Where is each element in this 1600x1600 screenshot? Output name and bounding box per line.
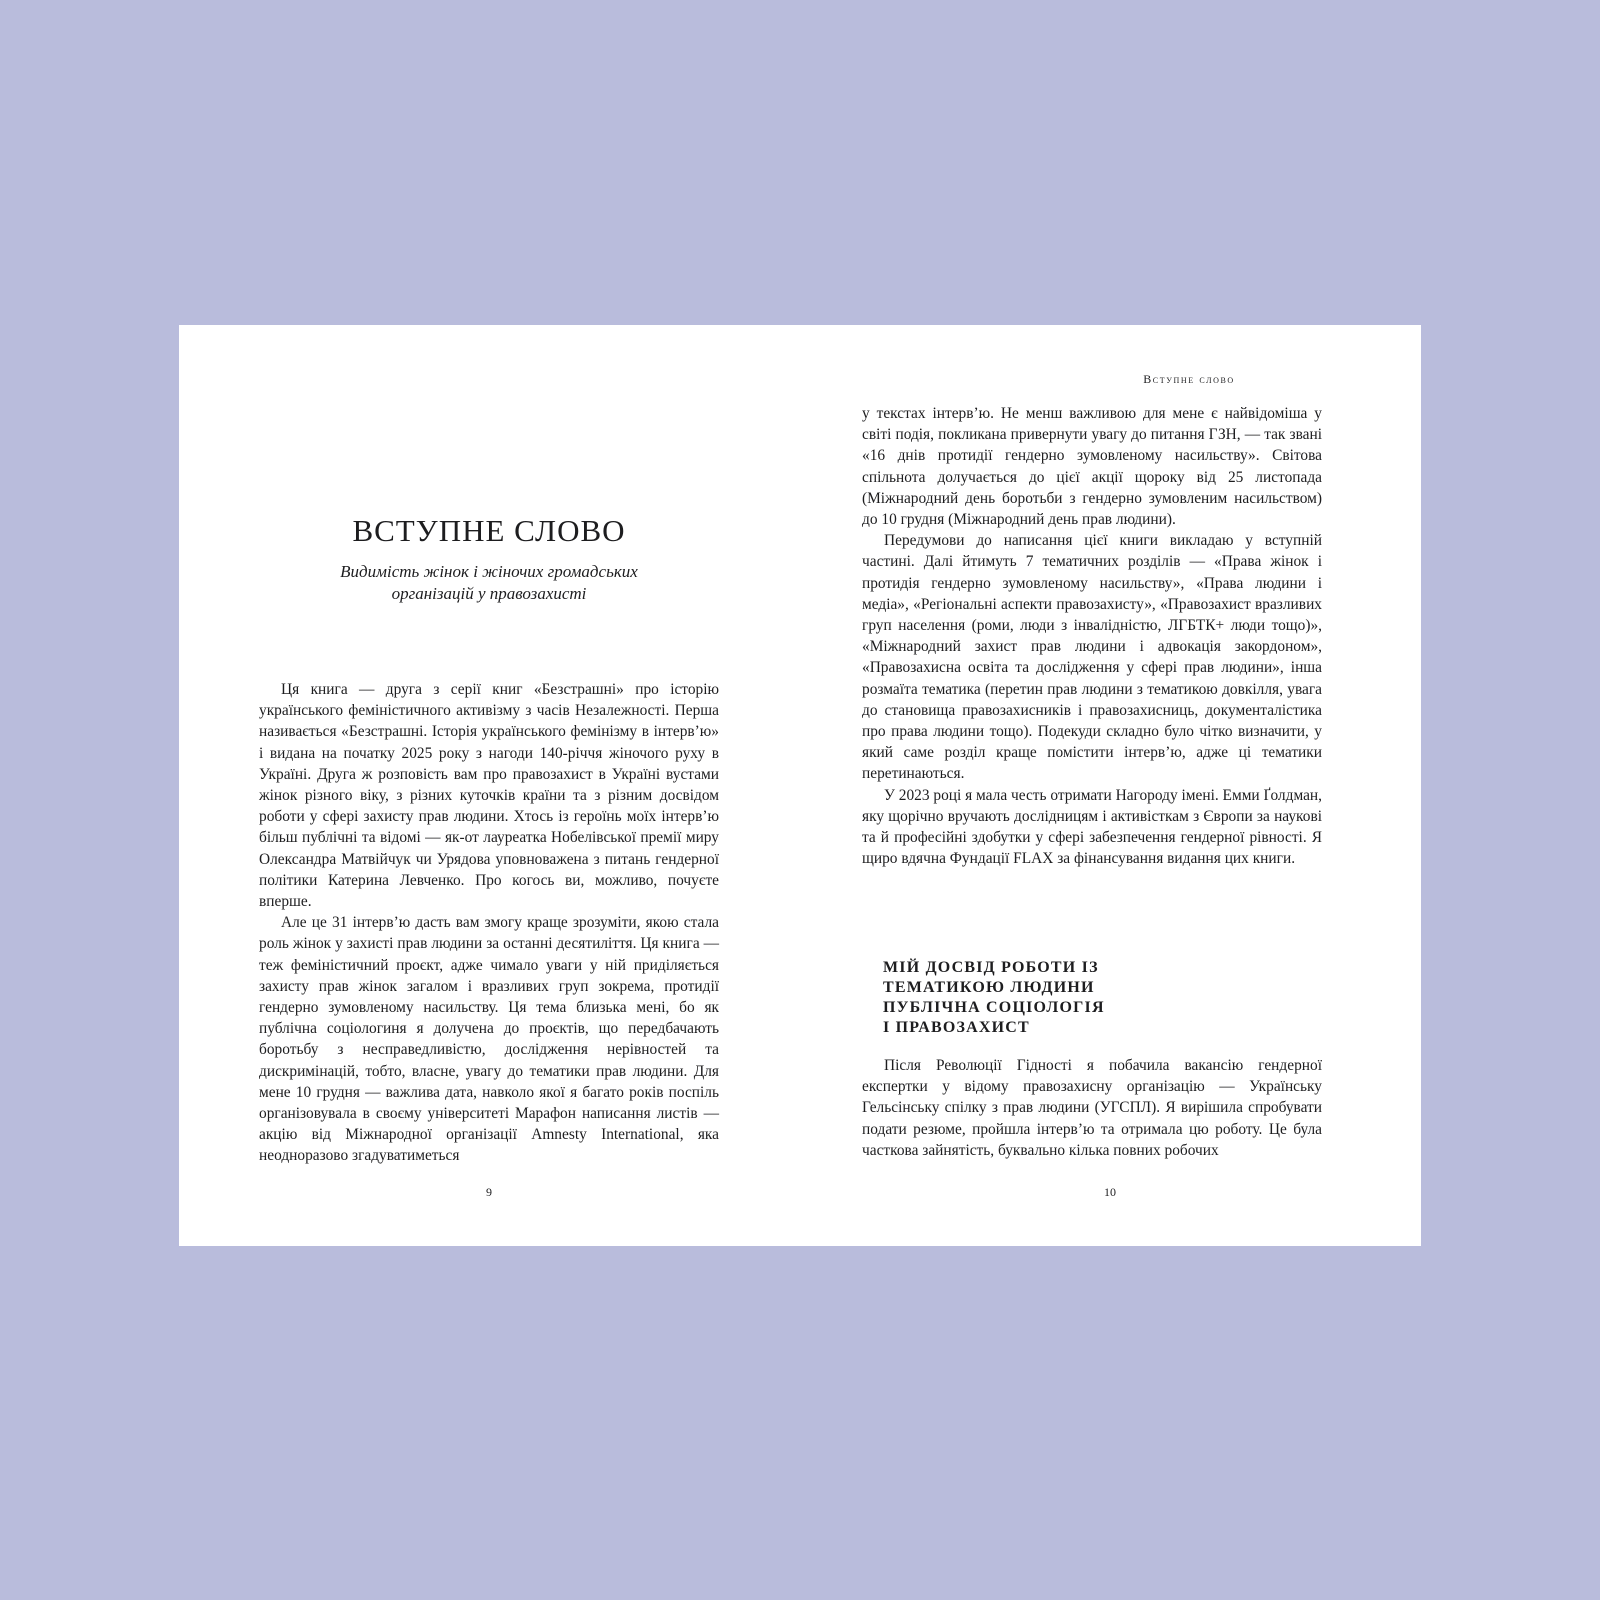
subtitle-line-1: Видимість жінок і жіночих громадських [340, 562, 638, 581]
chapter-subtitle [289, 561, 689, 605]
heading-line-3: ПУБЛІЧНА СОЦІОЛОГІЯ [883, 999, 1105, 1016]
right-body-text [862, 403, 1322, 869]
heading-line-2: ТЕМАТИКОЮ ЛЮДИНИ [883, 979, 1095, 996]
section-heading [883, 958, 1183, 1038]
chapter-title: ВСТУПНЕ СЛОВО [352, 513, 626, 548]
page-number-left: 9 [486, 1185, 492, 1199]
running-head: Вступне слово [1143, 372, 1235, 386]
page-number-right: 10 [1104, 1185, 1116, 1199]
subtitle-line-2: організацій у правозахисті [391, 584, 587, 603]
paragraph: Але це 31 інтерв’ю дасть вам змогу краще зрозуміти, якою стала роль жінок у захисті прав людини за останні десятиліття. Ця книга — теж феміністичний проєкт, адже чимало уваги у ній приділяється захисту прав жінок загалом і вразливих груп зокрема, протидії гендерно зумовленому насильству. Ця тема близька мені, бо як публічна соціологиня я долучена до проєктів, що передбачають боротьбу з несправедливістю, дослідження нерівностей та дискримінацій, тобто, власне, увагу до тематики прав людини. Для мене 10 грудня — важлива дата, навколо якої я багато років поспіль організовувала в своєму університеті Марафон написання листів — акцію від Міжнародної організації Amnesty International, яка неодноразово згадуватиметься [259, 914, 719, 1165]
paragraph: у текстах інтерв’ю. Не менш важливою для мене є найвідоміша у світі подія, покликана привернути увагу до питання ГЗН, — так звані «16 днів протидії гендерно зумовленому насильству». Світова спільнота долучається до цієї акції щороку від 25 листопада (Міжнародний день боротьби з гендерно зумовленим насильством) до 10 грудня (Міжнародний день прав людини). [862, 405, 1322, 529]
right-page [800, 325, 1421, 1246]
book-spread [179, 325, 1421, 1246]
heading-line-1: МІЙ ДОСВІД РОБОТИ ІЗ [883, 959, 1099, 976]
left-body-text [259, 679, 719, 1167]
left-page [179, 325, 800, 1246]
heading-line-4: І ПРАВОЗАХИСТ [883, 1019, 1030, 1036]
paragraph: Ця книга — друга з серії книг «Безстрашні» про історію українського феміністичного активізму з часів Незалежності. Перша називається «Безстрашні. Історія українського фемінізму в інтерв’ю» і видана на початку 2025 року з нагоди 140-річчя жіночого руху в Україні. Друга ж розповість вам про правозахист в Україні вустами жінок різного віку, з різних куточків країни та з різним досвідом роботи у сфері захисту прав людини. Хтось із героїнь моїх інтерв’ю більш публічні та відомі — як-от лауреатка Нобелівської премії миру Олександра Матвійчук чи Урядова уповноважена з питань гендерної політики Катерина Левченко. Про когось ви, можливо, почуєте вперше. [259, 681, 719, 911]
paragraph: Передумови до написання цієї книги викладаю у вступній частині. Далі йтимуть 7 тематичних розділів — «Права жінок і протидія гендерно зумовленому насильству», «Права людини і медіа», «Регіональні аспекти правозахисту», «Правозахист вразливих груп населення (роми, люди з інвалідністю, ЛГБТК+ люди тощо)», «Міжнародний захист прав людини і адвокація закордоном», «Правозахисна освіта та дослідження у сфері прав людини», інша розмаїта тематика (перетин прав людини з тематикою довкілля, увага до становища правозахисників і правозахисниць, документалістика про права людини тощо). Подекуди складно було чітко визначити, у який саме розділ краще помістити інтерв’ю, адже ці тематики перетинаються. [862, 532, 1322, 783]
right-section-body [862, 1055, 1322, 1161]
paragraph: У 2023 році я мала честь отримати Нагороду імені. Емми Ґолдман, яку щорічно вручають дослідницям і активісткам з Європи за наукові та й професійні здобутки у сфері забезпечення гендерної рівності. Я щиро вдячна Фундації FLAX за фінансування видання цих книги. [862, 786, 1322, 868]
paragraph: Після Революції Гідності я побачила вакансію гендерної експертки у відому правозахисну організацію — Українську Гельсінську спілку з прав людини (УГСПЛ). Я вирішила спробувати подати резюме, пройшла інтерв’ю та отримала цю роботу. Це була часткова зайнятість, буквально кілька повних робочих [862, 1057, 1322, 1159]
